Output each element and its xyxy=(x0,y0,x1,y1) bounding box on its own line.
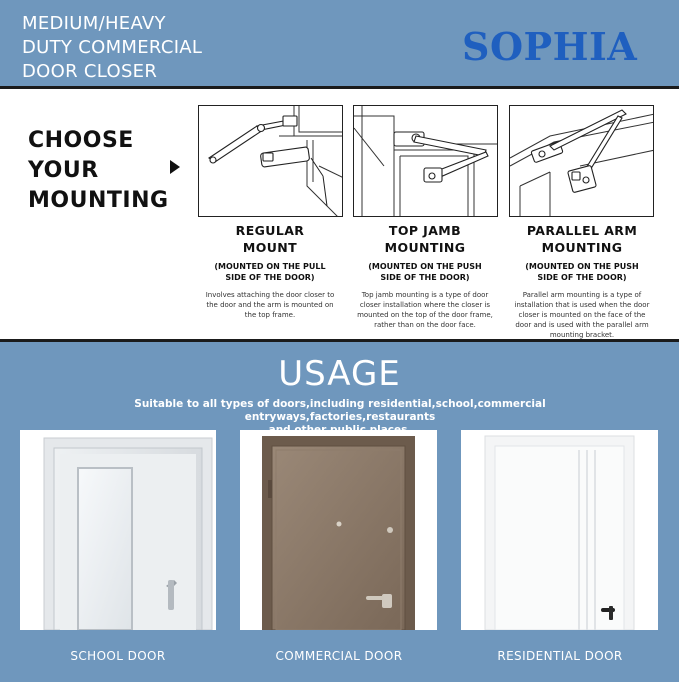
mounting-option-description xyxy=(507,290,657,340)
mounting-heading-line: CHOOSE xyxy=(28,128,134,153)
mounting-option-subtitle xyxy=(350,261,500,283)
mounting-option-title-line: TOP JAMB xyxy=(388,223,462,238)
door-label-school: SCHOOL DOOR xyxy=(70,649,166,663)
mounting-option-description-line: installation that is used when the door xyxy=(514,301,650,309)
mounting-option-description-line: closer installation where the closer is xyxy=(359,301,491,309)
mounting-option-title xyxy=(507,222,657,256)
product-title-line: DOOR CLOSER xyxy=(22,61,158,82)
mounting-option-regular xyxy=(195,222,345,320)
mounting-option-description-line: mounting bracket. xyxy=(549,331,615,339)
brand-logo: SOPHIA xyxy=(462,24,638,69)
commercial-door-image xyxy=(240,430,437,630)
mounting-option-description xyxy=(195,290,345,320)
mounting-option-subtitle xyxy=(195,261,345,283)
mounting-option-description-line: Involves attaching the door closer to xyxy=(205,291,335,299)
mounting-option-description-line: the top frame. xyxy=(244,311,296,319)
commercial-door-drawing xyxy=(240,430,437,630)
mounting-option-title-line: MOUNT xyxy=(242,240,298,255)
mounting-heading xyxy=(28,126,169,216)
mounting-heading-line: YOUR xyxy=(28,158,99,183)
door-label-commercial: COMMERCIAL DOOR xyxy=(275,649,403,663)
mounting-option-subtitle xyxy=(507,261,657,283)
product-title xyxy=(22,12,322,84)
usage-description-line: Suitable to all types of doors,including residential,school,commercial entryways,factories,restaurants xyxy=(134,398,546,423)
top-jamb-drawing xyxy=(354,106,498,217)
mounting-option-subtitle-line: SIDE OF THE DOOR) xyxy=(225,273,315,282)
mounting-option-description-line: mounted on the top of the door frame, xyxy=(357,311,493,319)
product-title-line: MEDIUM/HEAVY xyxy=(22,13,166,34)
mounting-option-title-line: MOUNTING xyxy=(384,240,466,255)
parallel-arm-drawing xyxy=(510,106,654,217)
residential-door-image xyxy=(461,430,658,630)
school-door-image xyxy=(20,430,216,630)
door-label-residential: RESIDENTIAL DOOR xyxy=(497,649,623,663)
residential-door-drawing xyxy=(461,430,658,630)
product-title-line: DUTY COMMERCIAL xyxy=(22,37,203,58)
mounting-option-description-line: rather than on the door face. xyxy=(374,321,476,329)
mounting-option-top-jamb xyxy=(350,222,500,330)
mounting-option-subtitle-line: (MOUNTED ON THE PULL xyxy=(214,262,326,271)
mounting-option-title xyxy=(350,222,500,256)
usage-title: USAGE xyxy=(278,354,401,394)
mounting-option-description xyxy=(350,290,500,330)
mounting-option-description-line: closer is mounted on the face of the xyxy=(518,311,646,319)
school-door-drawing xyxy=(20,430,216,630)
arrow-right-icon xyxy=(170,160,180,174)
mounting-option-title xyxy=(195,222,345,256)
top-jamb-illustration xyxy=(353,105,498,217)
regular-mount-drawing xyxy=(199,106,343,217)
mounting-option-subtitle-line: SIDE OF THE DOOR) xyxy=(537,273,627,282)
mounting-option-title-line: REGULAR xyxy=(235,223,305,238)
mounting-option-title-line: PARALLEL ARM xyxy=(526,223,638,238)
mounting-option-title-line: MOUNTING xyxy=(541,240,623,255)
mounting-heading-line: MOUNTING xyxy=(28,188,169,213)
mounting-option-subtitle-line: SIDE OF THE DOOR) xyxy=(380,273,470,282)
mounting-option-description-line: Top jamb mounting is a type of door xyxy=(361,291,489,299)
mounting-option-subtitle-line: (MOUNTED ON THE PUSH xyxy=(525,262,639,271)
mounting-option-description-line: door and is used with the parallel arm xyxy=(515,321,649,329)
regular-mount-illustration xyxy=(198,105,343,217)
parallel-arm-illustration xyxy=(509,105,654,217)
mounting-option-description-line: the door and the arm is mounted on xyxy=(206,301,334,309)
mounting-option-parallel-arm xyxy=(507,222,657,340)
mounting-option-subtitle-line: (MOUNTED ON THE PUSH xyxy=(368,262,482,271)
mounting-option-description-line: Parallel arm mounting is a type of xyxy=(522,291,642,299)
